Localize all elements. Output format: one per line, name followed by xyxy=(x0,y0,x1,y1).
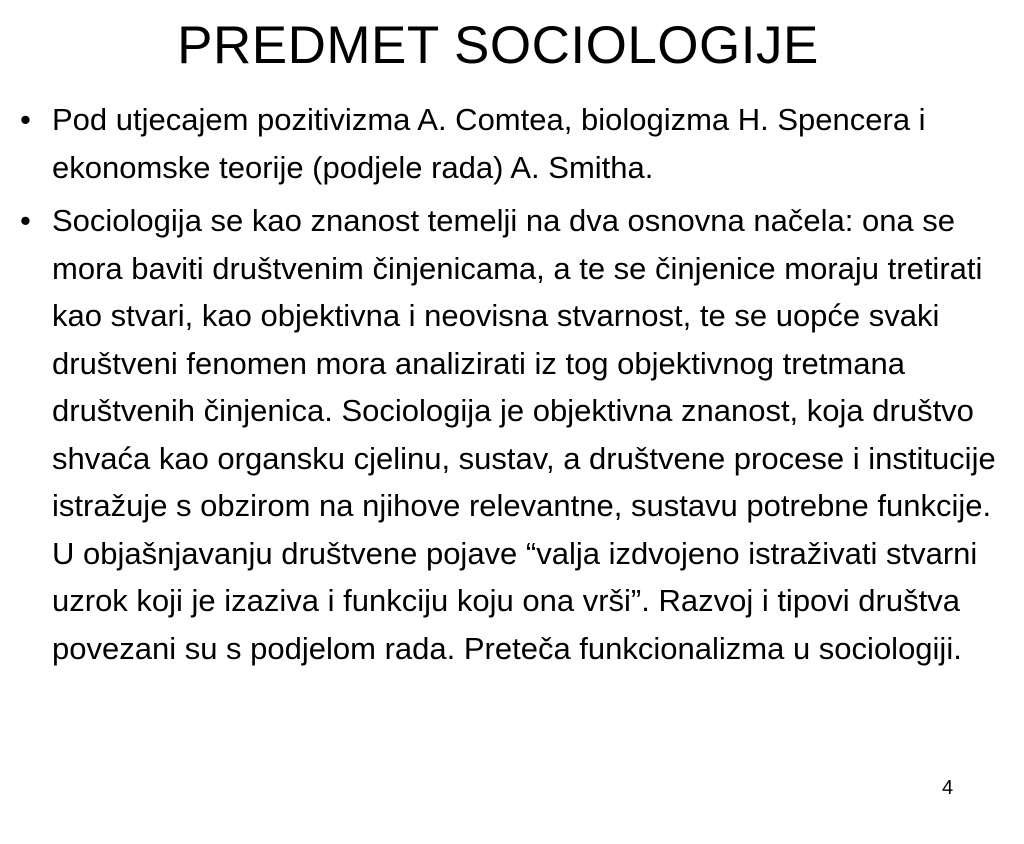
bullet-marker: • xyxy=(20,203,31,238)
bullet-item xyxy=(20,96,1010,191)
bullet-text: Pod utjecajem pozitivizma A. Comtea, biologizma H. Spencera i ekonomske teorije (podjele rada) A. Smitha. xyxy=(52,102,926,185)
bullet-marker: • xyxy=(20,102,31,137)
bullet-text: Sociologija se kao znanost temelji na dva osnovna načela: ona se mora baviti društvenim činjenicama, a te se činjenice moraju tretirati kao stvari, kao objektivna i neovisna stvarnost, te se uopće svaki društveni fenomen mora analizirati iz tog objektivnog tretmana društvenih činjenica. Sociologija je objektivna znanost, koja društvo shvaća kao organsku cjelinu, sustav, a društvene procese i institucije istražuje s obzirom na njihove relevantne, sustavu potrebne funkcije. U objašnjavanju društvene pojave “valja izdvojeno istraživati stvarni uzrok koji je izaziva i funkciju koju ona vrši”. Razvoj i tipovi društva povezani su s podjelom rada. Preteča funkcionalizma u sociologiji. xyxy=(52,203,996,666)
slide-number: 4 xyxy=(942,777,954,799)
bullet-item xyxy=(20,197,1010,672)
slide-title: PREDMET SOCIOLOGIJE xyxy=(177,16,819,75)
bullet-list xyxy=(20,96,1010,678)
